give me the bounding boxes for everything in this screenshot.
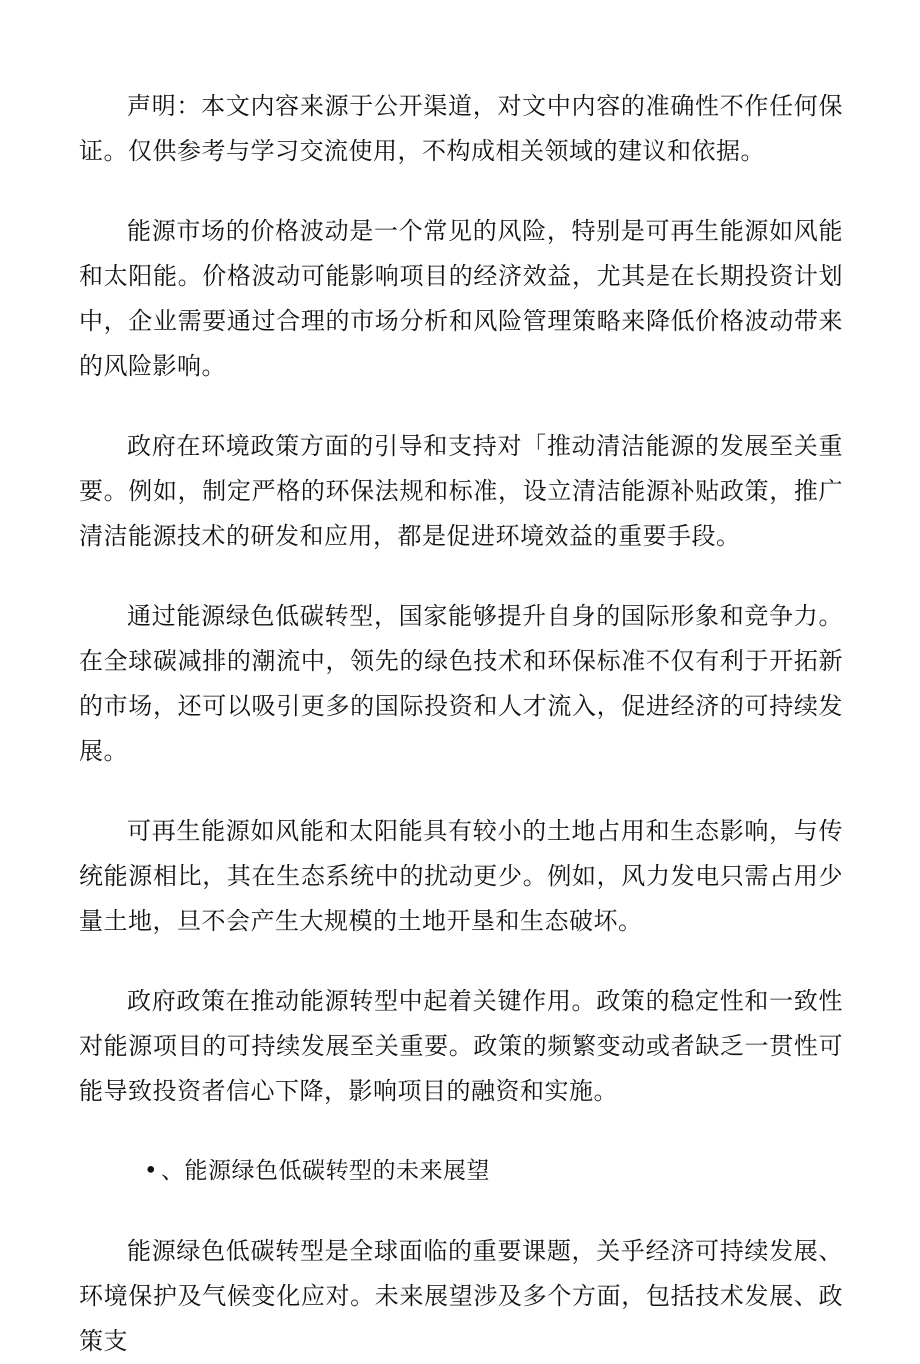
section-title: 、能源绿色低碳转型的未来展望 bbox=[161, 1158, 490, 1184]
paragraph-future-outlook: 能源绿色低碳转型是全球面临的重要课题，关乎经济可持续发展、环境保护及气候变化应对。未来展望涉及多个方面，包括技术发展、政策支 bbox=[79, 1237, 843, 1355]
paragraph-price-volatility: 能源市场的价格波动是一个常见的风险，特别是可再生能源如风能和太阳能。价格波动可能影响项目的经济效益，尤其是在长期投资计划中，企业需要通过合理的市场分析和风险管理策略来降低价格波动带来的风险影响。 bbox=[79, 217, 843, 380]
paragraph-international-competitiveness: 通过能源绿色低碳转型，国家能够提升自身的国际形象和竞争力。在全球碳减排的潮流中，领先的绿色技术和环保标准不仅有利于开拓新的市场，还可以吸引更多的国际投资和人才流入，促进经济的可持续发展。 bbox=[79, 602, 843, 765]
section-heading bbox=[79, 1149, 843, 1194]
bullet-icon: • bbox=[143, 1158, 159, 1184]
paragraph-ecological-impact: 可再生能源如风能和太阳能具有较小的土地占用和生态影响，与传统能源相比，其在生态系统中的扰动更少。例如，风力发电只需占用少量土地，旦不会产生大规模的土地开垦和生态破坏。 bbox=[79, 817, 843, 935]
disclaimer-paragraph: 声明：本文内容来源于公开渠道，对文中内容的准确性不作任何保证。仅供参考与学习交流使用，不构成相关领域的建议和依据。 bbox=[79, 92, 843, 165]
paragraph-government-environment-policy: 政府在环境政策方面的引导和支持对「推动清洁能源的发展至关重要。例如，制定严格的环保法规和标准，设立清洁能源补贴政策，推广清洁能源技术的研发和应用，都是促进环境效益的重要手段。 bbox=[79, 432, 843, 550]
paragraph-policy-stability: 政府政策在推动能源转型中起着关键作用。政策的稳定性和一致性对能源项目的可持续发展至关重要。政策的频繁变动或者缺乏一贯性可能导致投资者信心下降，影响项目的融资和实施。 bbox=[79, 987, 843, 1105]
document-page bbox=[79, 84, 843, 1364]
